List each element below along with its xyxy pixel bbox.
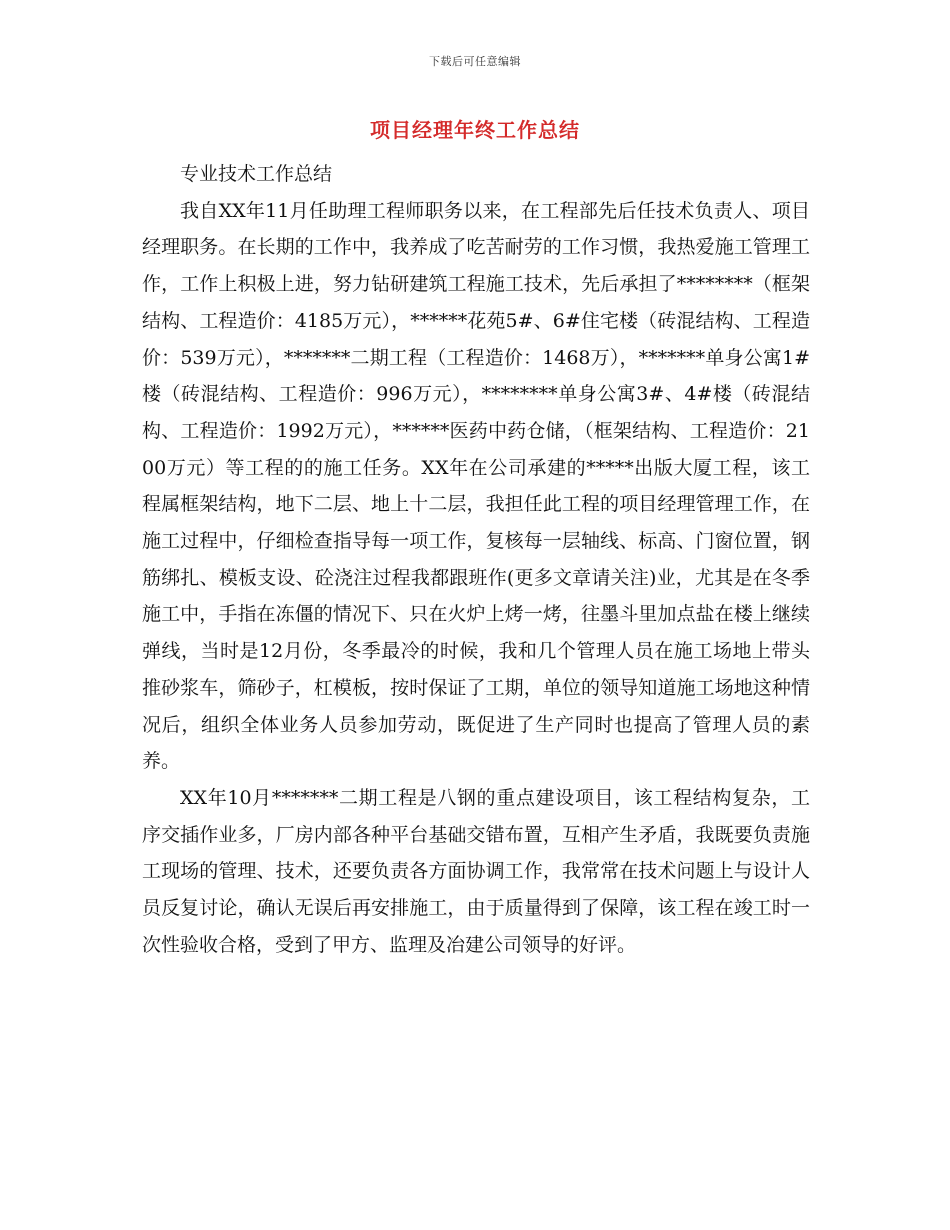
document-title: 项目经理年终工作总结 (370, 118, 580, 142)
paragraph-2: XX年10月*******二期工程是八钢的重点建设项目，该工程结构复杂，工序交插作业多，厂房内部各种平台基础交错布置，互相产生矛盾，我既要负责施工现场的管理、技术，还要负责各方面协调工作，我常常在技术问题上与设计人员反复讨论，确认无误后再安排施工，由于质量得到了保障，该工程在竣工时一次性验收合格，受到了甲方、监理及冶建公司领导的好评。 (142, 786, 810, 956)
document-body (142, 156, 810, 963)
page-header-note: 下载后可任意编辑 (429, 55, 521, 68)
paragraph-1: 我自XX年11月任助理工程师职务以来，在工程部先后任技术负责人、项目经理职务。在长期的工作中，我养成了吃苦耐劳的工作习惯，我热爱施工管理工作，工作上积极上进，努力钻研建筑工程施工技术，先后承担了********（框架结构、工程造价：4185万元），******花苑5#、6#住宅楼（砖混结构、工程造价：539万元），*******二期工程（工程造价：1468万），*******单身公寓1#楼（砖混结构、工程造价：996万元），********单身公寓3#、4#楼（砖混结构、工程造价：1992万元），******医药中药仓储，（框架结构、工程造价：2100万元）等工程的的施工任务。XX年在公司承建的*****出版大厦工程，该工程属框架结构，地下二层、地上十二层，我担任此工程的项目经理管理工作，在施工过程中，仔细检查指导每一项工作，复核每一层轴线、标高、门窗位置，钢筋绑扎、模板支设、砼浇注过程我都跟班作(更多文章请关注)业，尤其是在冬季施工中，手指在冻僵的情况下、只在火炉上烤一烤，往墨斗里加点盐在楼上继续弹线，当时是12月份，冬季最冷的时候，我和几个管理人员在施工场地上带头推砂浆车，筛砂子，杠模板，按时保证了工期，单位的领导知道施工场地这种情况后，组织全体业务人员参加劳动，既促进了生产同时也提高了管理人员的素养。 (142, 199, 810, 773)
section-heading: 专业技术工作总结 (180, 163, 333, 185)
